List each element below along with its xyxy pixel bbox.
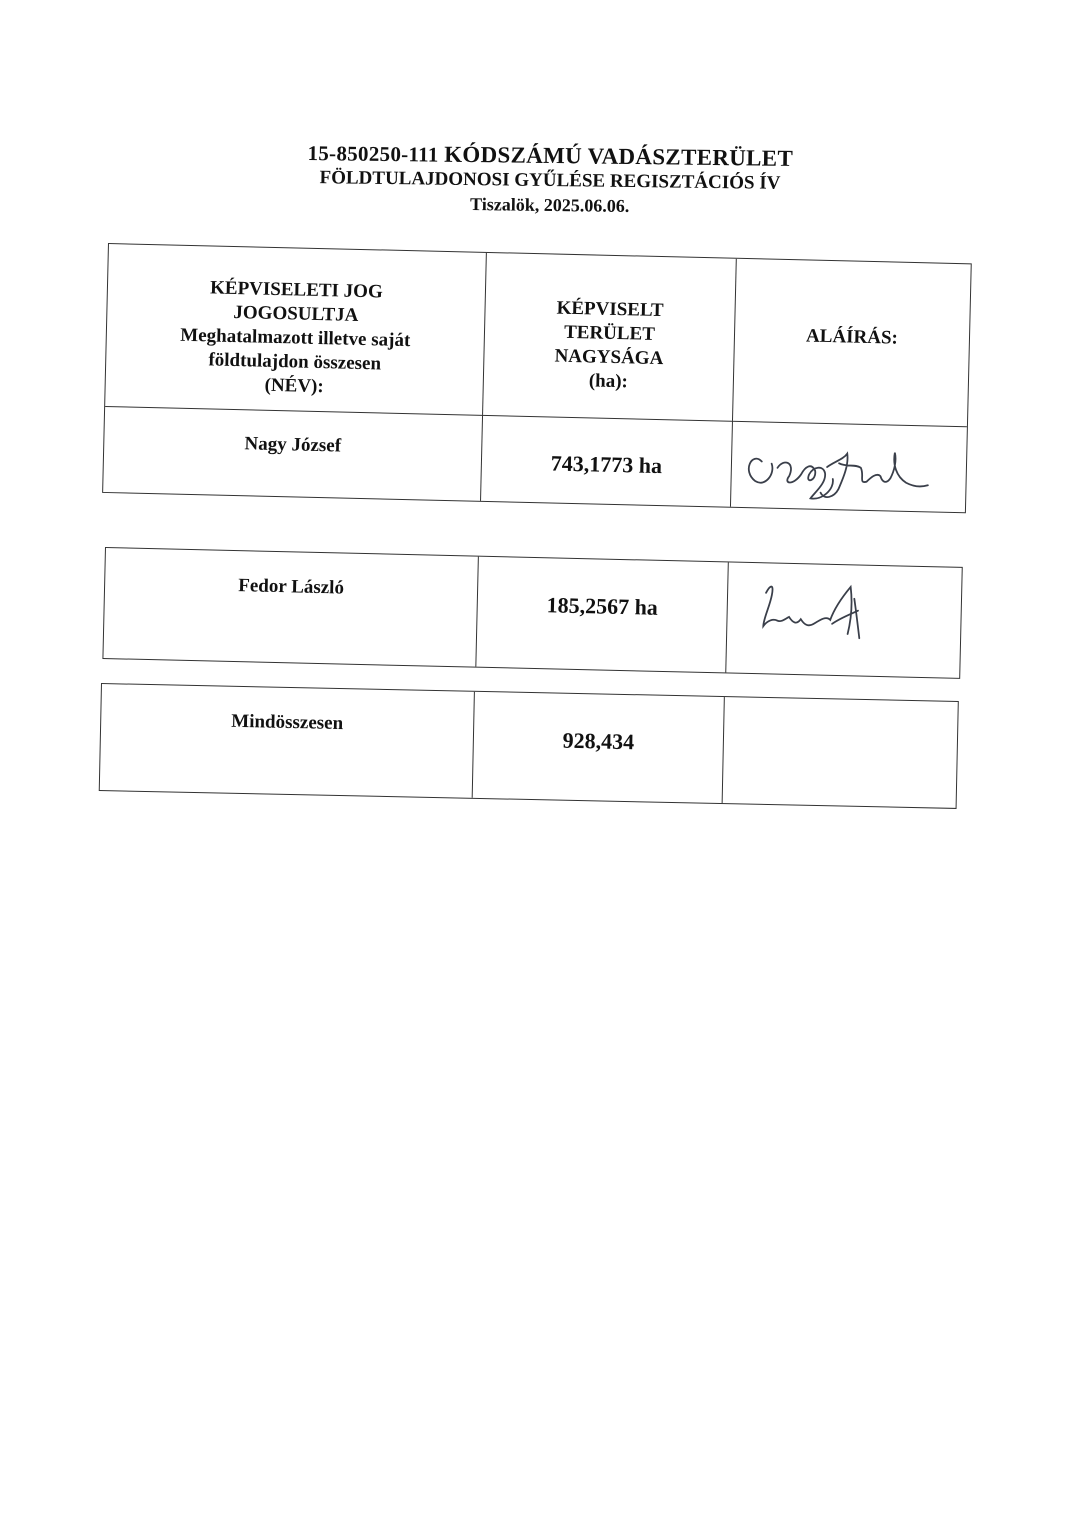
table-header-row <box>105 244 971 427</box>
header-name-line1: KÉPVISELETI JOG <box>209 277 383 303</box>
header-name-line2: JOGOSULTJA <box>233 301 359 326</box>
title-code: 15-850250-111 <box>307 141 439 167</box>
header-area-line1: KÉPVISELT <box>556 297 664 322</box>
title-rest: KÓDSZÁMÚ VADÁSZTERÜLET <box>444 141 794 171</box>
row-name: Nagy József <box>244 433 342 457</box>
header-area-line3: NAGYSÁGA <box>554 345 664 370</box>
header-signature: ALÁÍRÁS: <box>805 325 899 349</box>
total-label: Mindösszesen <box>231 710 344 735</box>
header-name-line5: (NÉV): <box>264 374 324 398</box>
header-area-cell <box>482 253 736 421</box>
handwritten-signature <box>731 421 967 512</box>
header-name-line3: Meghatalmazott illetve saját <box>180 324 411 352</box>
total-table <box>99 683 959 809</box>
place-date: Tiszalök, 2025.06.06. <box>469 194 630 216</box>
document-subtitle: FÖLDTULAJDONOSI GYŰLÉSE REGISZTÁCIÓS ÍV <box>319 167 781 194</box>
total-value: 928,434 <box>472 692 724 803</box>
document-header <box>270 140 831 220</box>
signature-cell <box>725 562 961 677</box>
row-area: 185,2567 ha <box>475 557 727 673</box>
total-signature-cell <box>722 697 958 808</box>
header-name-cell <box>105 244 486 415</box>
row-name: Fedor László <box>238 575 345 599</box>
header-name-line4: földtulajdon összesen <box>208 349 382 375</box>
header-area-line4: (ha): <box>588 370 629 393</box>
registration-table-row-2 <box>102 547 962 679</box>
row-area: 743,1773 ha <box>480 415 732 507</box>
header-area-line2: TERÜLET <box>563 321 656 345</box>
signature-cell <box>730 421 967 513</box>
handwritten-signature <box>726 562 961 677</box>
header-signature-cell <box>732 259 971 426</box>
registration-table <box>102 243 972 513</box>
